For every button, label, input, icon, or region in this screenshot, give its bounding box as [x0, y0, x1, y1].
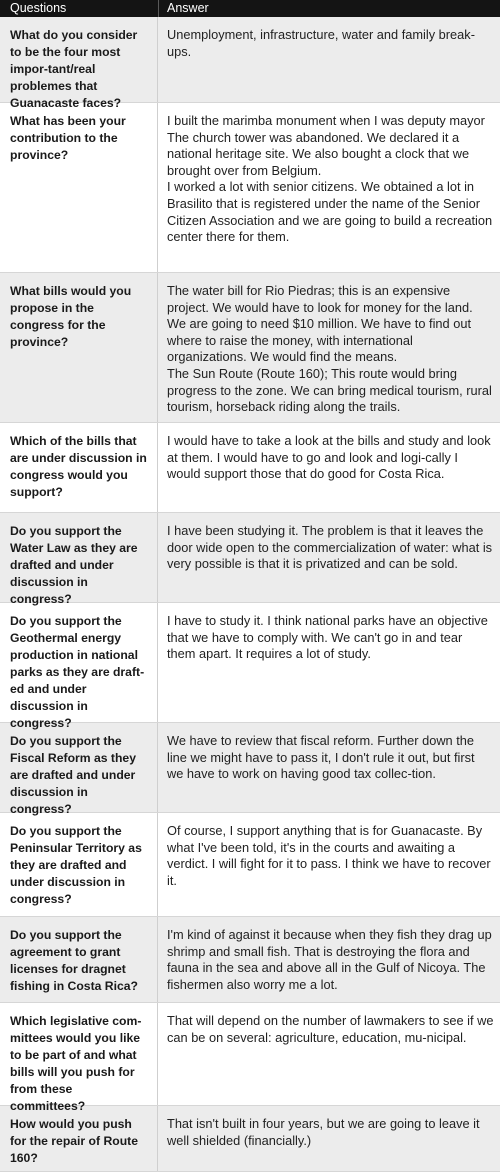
question-cell: Do you support the Water Law as they are drafted and under discussion in congress?: [0, 513, 158, 602]
question-cell: Which of the bills that are under discussion in congress would you support?: [0, 423, 158, 512]
question-cell: What do you consider to be the four most impor-tant/real problemes that Guanacaste faces?: [0, 17, 158, 102]
question-cell: Do you support the Fiscal Reform as they are drafted and under discussion in congress?: [0, 723, 158, 812]
answer-cell: I have to study it. I think national parks have an objective that we have to comply with. We can't go in and tear them apart. It requires a lot of study.: [167, 613, 488, 662]
answer-cell: Of course, I support anything that is for Guanacaste. By what I've been told, it's in the courts and awaiting a verdict. I will fight for it to pass. I think we have to recover it.: [167, 823, 491, 888]
question-cell: How would you push for the repair of Route 160?: [0, 1106, 158, 1171]
answer-cell: We have to review that fiscal reform. Further down the line we might have to pass it, I don't rule it out, but first we have to work on having good tax collec-tion.: [167, 733, 475, 782]
question-cell: Which legislative com-mittees would you like to be part of and what bills will you push for from these committees?: [0, 1003, 158, 1105]
answer-cell: I would have to take a look at the bills and study and look at them. I would have to go and look and logi-cally I would support those that do good for Costa Rica.: [167, 433, 491, 482]
answer-column-header: Answer: [158, 0, 500, 17]
table-header: [0, 0, 500, 17]
table-row: [0, 513, 500, 606]
answer-cell: That will depend on the number of lawmakers to see if we can be on several: agriculture, education, mu-nicipal.: [167, 1013, 494, 1045]
question-cell: Do you support the Geothermal energy production in national parks as they are draft-ed and under discussion in congress?: [0, 603, 158, 722]
table-row: [0, 1003, 500, 1113]
table-row: [0, 423, 500, 513]
questions-column-header: Questions: [10, 1, 67, 15]
table-row: [0, 917, 500, 1003]
table-row: [0, 273, 500, 423]
question-cell: Do you support the Peninsular Territory as they are drafted and under discussion in congress?: [0, 813, 158, 916]
answer-cell: That isn't built in four years, but we are going to leave it well shielded (financially.): [167, 1116, 480, 1148]
answer-cell: I built the marimba monument when I was deputy mayor The church tower was abandoned. We declared it a national heritage site. We also bought a clock that we brought over from Belgium. I worked a lot with senior citizens. We obtained a lot in Brasilito that is registered under the name of the Senior Citizen Association and we are going to build a recreation center there for them.: [167, 113, 493, 245]
table-row: [0, 17, 500, 110]
answer-cell: The water bill for Rio Piedras; this is an expensive project. We would have to look for money for the land. We are going to need $10 million. We have to find out where to raise the money, with international organizations. We would find the means. The Sun Route (Route 160); This route would bring progress to the zone. We can bring medical tourism, rural tourism, horseback riding along the trails.: [167, 283, 492, 415]
table-row: [0, 723, 500, 816]
answer-cell: Unemployment, infrastructure, water and family break-ups.: [167, 27, 475, 59]
answer-cell: I have been studying it. The problem is that it leaves the door wide open to the commercialization of water: what is very possible is that it is privatized and can be sold.: [167, 523, 493, 572]
answer-cell: I'm kind of against it because when they fish they drag up shrimp and small fish. That is destroying the flora and fauna in the sea and above all in the Gulf of Nicoya. The fishermen also worry me a lot.: [167, 927, 492, 992]
question-cell: Do you support the agreement to grant licenses for dragnet fishing in Costa Rica?: [0, 917, 158, 1002]
table-row: [0, 813, 500, 917]
question-cell: What has been your contribution to the province?: [0, 103, 158, 272]
table-row: [0, 1106, 500, 1172]
table-row: [0, 103, 500, 273]
table-row: [0, 603, 500, 730]
question-cell: What bills would you propose in the congress for the province?: [0, 273, 158, 422]
